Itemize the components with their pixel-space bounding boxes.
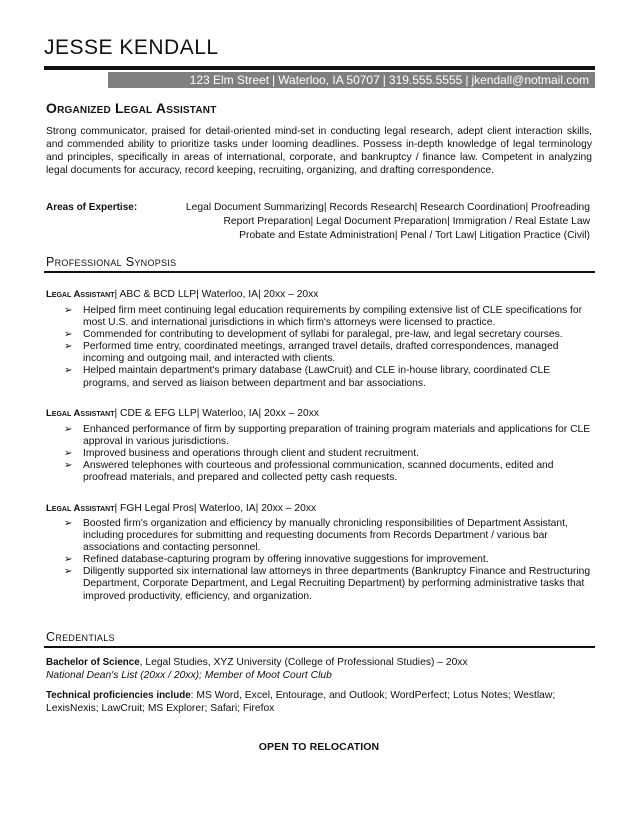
job-role: Legal Assistant <box>46 503 115 514</box>
list-item <box>64 329 592 341</box>
job-bullets <box>64 518 592 603</box>
summary-paragraph: Strong communicator, praised for detail-oriented mind-set in conducting legal research, adept client interaction skills, and commended ability to prioritize tasks under looming deadlines. Possess in-depth knowledge of legal terminology and principles, specifically in areas of international, corporate, and bankruptcy / finance law. Competent in analyzing legal documents for accuracy, record keeping, recruiting, organizing, and drafting correspondence. <box>46 126 592 176</box>
expertise-list <box>150 201 590 243</box>
arrow-bullet-icon: ➢ <box>64 341 73 353</box>
bullet-text: Commended for contributing to development of syllabi for paralegal, pre-law, and legal secretary courses. <box>83 329 563 341</box>
expertise-line: Legal Document Summarizing| Records Research| Research Coordination| Proofreading <box>185 202 590 213</box>
expertise-line: Probate and Estate Administration| Penal / Tort Law| Litigation Practice (Civil) <box>239 230 590 241</box>
list-item <box>64 305 592 329</box>
contact-address: 123 Elm Street <box>189 73 270 87</box>
job-details: | ABC & BCD LLP| Waterloo, IA| 20xx – 20xx <box>114 289 319 300</box>
arrow-bullet-icon: ➢ <box>64 365 73 377</box>
bullet-text: Diligently supported six international law attorneys in three departments (Bankruptcy Finance and Restructuring Department, Corporate Department, and Legal Recruiting Department) by performing administrative tasks that improved productivity, efficiency, and organization. <box>83 566 591 602</box>
arrow-bullet-icon: ➢ <box>64 329 73 341</box>
arrow-bullet-icon: ➢ <box>64 518 73 529</box>
job-details: | FGH Legal Pros| Waterloo, IA| 20xx – 20xx <box>114 503 317 514</box>
candidate-name: JESSE KENDALL <box>44 36 219 59</box>
list-item <box>64 554 592 566</box>
contact-city: Waterloo, IA 50707 <box>278 73 380 87</box>
job-role: Legal Assistant <box>46 408 115 419</box>
job-bullets <box>64 424 592 484</box>
bullet-text: Helped maintain department's primary database (LawCruit) and CLE in-house library, coordinated CLE programs, and served as liaison between department and bar associations. <box>83 365 551 389</box>
contact-separator: | <box>382 73 386 87</box>
contact-email: jkendall@notmail.com <box>471 73 589 87</box>
section-divider <box>44 271 595 273</box>
bullet-text: Performed time entry, coordinated meetings, arranged travel details, drafted correspondences, managed incoming and outgoing mail, and interacted with clients. <box>83 341 559 365</box>
contact-phone: 319.555.5555 <box>388 73 463 87</box>
arrow-bullet-icon: ➢ <box>64 566 73 578</box>
arrow-bullet-icon: ➢ <box>64 305 73 316</box>
contact-bar <box>108 72 595 88</box>
list-item <box>64 448 592 460</box>
section-title-synopsis: Professional Synopsis <box>46 255 177 269</box>
job-heading <box>46 503 316 514</box>
contact-separator: | <box>272 73 276 87</box>
list-item <box>64 518 592 554</box>
job-heading <box>46 408 319 419</box>
section-divider <box>44 646 595 648</box>
technical-label: Technical proficiencies include <box>46 690 191 701</box>
degree-label: Bachelor of Science <box>46 657 140 668</box>
relocation-note: OPEN TO RELOCATION <box>258 741 380 753</box>
bullet-text: Boosted firm's organization and efficiency by manually chronicling responsibilities of Department Assistant, including procedures for submitting and requesting documents from Records Department / various bar associations and contacting personnel. <box>83 518 568 554</box>
arrow-bullet-icon: ➢ <box>64 448 73 460</box>
list-item <box>64 460 592 484</box>
list-item <box>64 424 592 448</box>
contact-separator: | <box>465 73 469 87</box>
bullet-text: Answered telephones with courteous and professional communication, scanned documents, edited and proofread materials, and prepared and collected petty cash requests. <box>83 460 554 484</box>
job-heading <box>46 289 318 300</box>
bullet-text: Improved business and operations through client and student recruitment. <box>83 448 419 460</box>
arrow-bullet-icon: ➢ <box>64 424 73 435</box>
bullet-text: Helped firm meet continuing legal education requirements by compiling extensive list of CLE specifications for most U.S. and international jurisdictions in which firm's attorneys were licensed to practice. <box>83 305 583 329</box>
arrow-bullet-icon: ➢ <box>64 460 73 472</box>
credential-technical <box>46 689 592 715</box>
degree-text: , Legal Studies, XYZ University (College of Professional Studies) – 20xx <box>139 657 468 668</box>
credential-degree <box>46 656 592 669</box>
expertise-line: Report Preparation| Legal Document Preparation| Immigration / Real Estate Law <box>223 216 590 227</box>
credential-honors: National Dean's List (20xx / 20xx); Member of Moot Court Club <box>46 670 332 681</box>
expertise-label: Areas of Expertise: <box>46 202 138 213</box>
header-divider <box>44 66 595 70</box>
list-item <box>64 341 592 365</box>
job-details: | CDE & EFG LLP| Waterloo, IA| 20xx – 20xx <box>114 408 320 419</box>
resume-headline: Organized Legal Assistant <box>46 100 217 116</box>
job-bullets <box>64 305 592 390</box>
bullet-text: Refined database-capturing program by offering innovative suggestions for improvement. <box>83 554 489 566</box>
section-title-credentials: Credentials <box>46 630 115 644</box>
arrow-bullet-icon: ➢ <box>64 554 73 566</box>
list-item <box>64 566 592 602</box>
technical-text: : MS Word, Excel, Entourage, and Outlook; WordPerfect; Lotus Notes; Westlaw; LexisNexis; LawCruit; MS Explorer; Safari; Firefox <box>46 690 556 714</box>
job-role: Legal Assistant <box>46 289 115 300</box>
bullet-text: Enhanced performance of firm by supporting preparation of training program materials and applications for CLE approval in various jurisdictions. <box>83 424 591 448</box>
list-item <box>64 365 592 389</box>
